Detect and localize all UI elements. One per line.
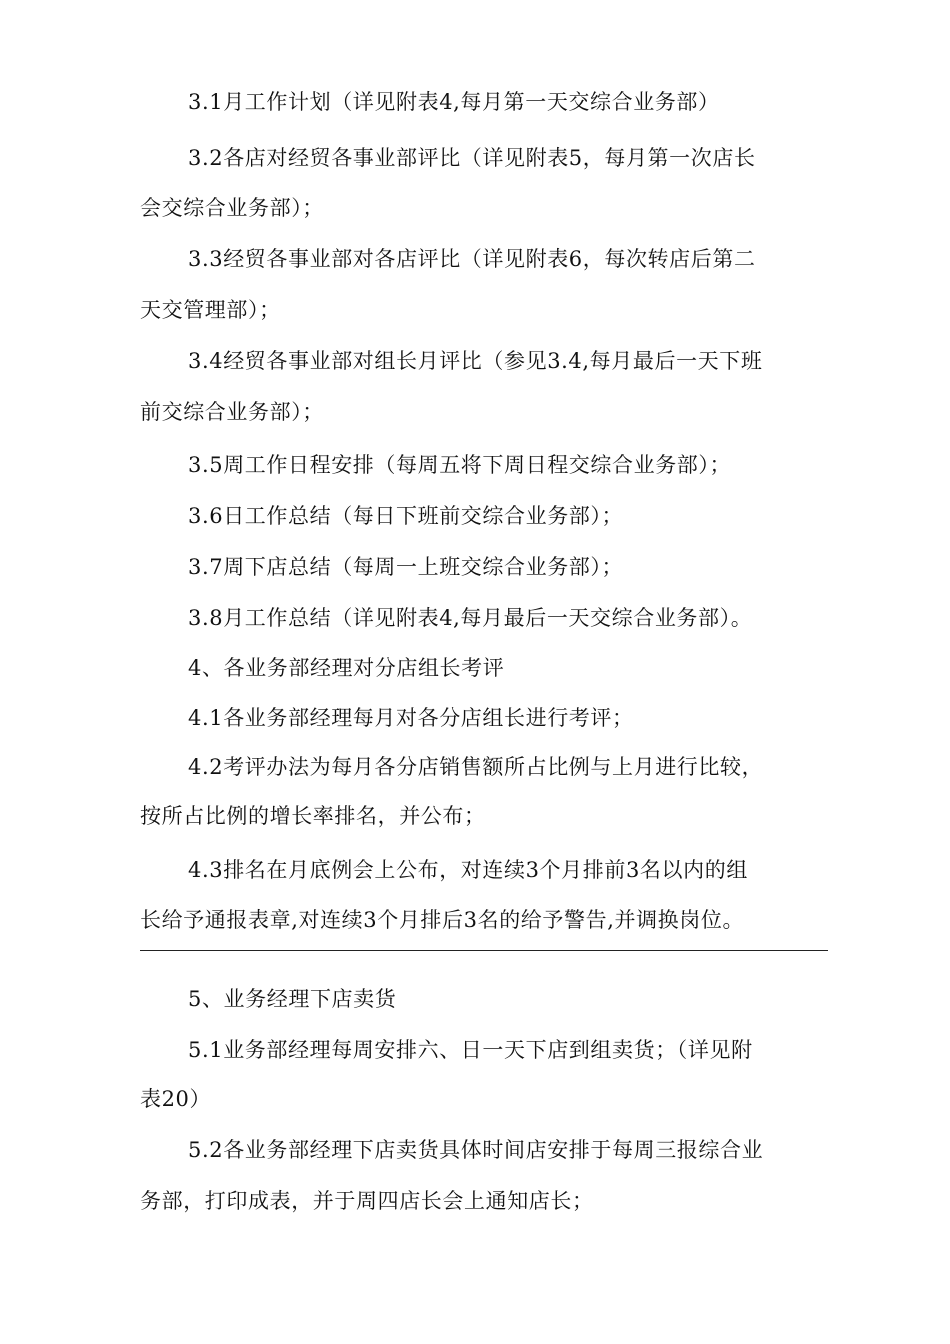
paragraph-4-2-line-2: 按所占比例的增长率排名，并公布；: [140, 804, 486, 828]
paragraph-4-3-line-2: 长给予通报表章,对连续3个月排后3名的给予警告,并调换岗位。: [140, 908, 745, 932]
paragraph-3-4-line-2: 前交综合业务部）；: [140, 400, 324, 424]
paragraph-5-1-line-1: 5.1业务部经理每周安排六、日一天下店到组卖货；（详见附: [188, 1038, 753, 1062]
paragraph-4-2-line-1: 4.2考评办法为每月各分店销售额所占比例与上月进行比较，: [188, 755, 764, 779]
paragraph-3-5: 3.5周工作日程安排（每周五将下周日程交综合业务部）；: [188, 453, 732, 477]
horizontal-divider: [140, 950, 828, 951]
paragraph-4-3-line-1: 4.3排名在月底例会上公布，对连续3个月排前3名以内的组: [188, 858, 748, 882]
paragraph-3-2-line-2: 会交综合业务部）；: [140, 196, 324, 220]
paragraph-3-2-line-1: 3.2各店对经贸各事业部评比（详见附表5，每月第一次店长: [188, 146, 756, 170]
paragraph-4-1: 4.1各业务部经理每月对各分店组长进行考评；: [188, 706, 634, 730]
paragraph-3-7: 3.7周下店总结（每周一上班交综合业务部）；: [188, 555, 624, 579]
section-4-heading: 4、各业务部经理对分店组长考评: [188, 656, 505, 680]
paragraph-3-6: 3.6日工作总结（每日下班前交综合业务部）；: [188, 504, 624, 528]
paragraph-3-8: 3.8月工作总结（详见附表4,每月最后一天交综合业务部）。: [188, 606, 753, 630]
paragraph-3-4-line-1: 3.4经贸各事业部对组长月评比（参见3.4,每月最后一天下班: [188, 349, 763, 373]
paragraph-3-1: 3.1月工作计划（详见附表4,每月第一天交综合业务部）: [188, 90, 720, 114]
paragraph-5-2-line-1: 5.2各业务部经理下店卖货具体时间店安排于每周三报综合业: [188, 1138, 764, 1162]
paragraph-5-2-line-2: 务部，打印成表，并于周四店长会上通知店长；: [140, 1189, 594, 1213]
paragraph-3-3-line-2: 天交管理部）；: [140, 298, 281, 322]
paragraph-5-1-line-2: 表20）: [140, 1087, 212, 1111]
paragraph-3-3-line-1: 3.3经贸各事业部对各店评比（详见附表6，每次转店后第二: [188, 247, 756, 271]
section-5-heading: 5、业务经理下店卖货: [188, 987, 397, 1011]
